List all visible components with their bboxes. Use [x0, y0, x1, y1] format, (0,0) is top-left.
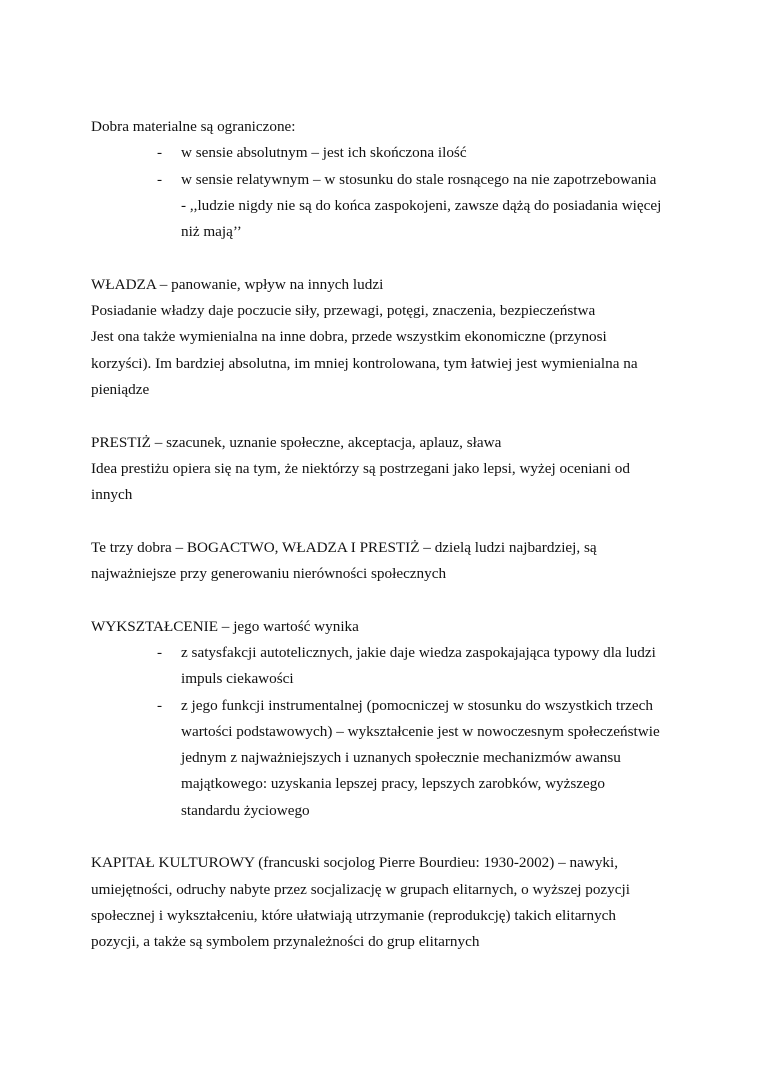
bullet-item — [91, 640, 676, 693]
paragraph-gap — [91, 508, 676, 534]
bullet-text: z jego funkcji instrumentalnej (pomocniczej w stosunku do wszystkich trzech — [181, 696, 653, 714]
bullet-dash: - — [157, 696, 163, 714]
paragraph-line: Te trzy dobra – BOGACTWO, WŁADZA I PRESTIŻ – dzielą ludzi najbardziej, są — [91, 538, 597, 556]
bullet-item — [91, 167, 676, 246]
paragraph-line: pozycji, a także są symbolem przynależności do grup elitarnych — [91, 933, 480, 951]
paragraph-line: korzyści). Im bardziej absolutna, im mniej kontrolowana, tym łatwiej jest wymienialna na — [91, 354, 638, 372]
bullet-text: - ,,ludzie nigdy nie są do końca zaspokojeni, zawsze dążą do posiadania więcej — [181, 196, 662, 214]
paragraph-gap — [91, 245, 676, 271]
paragraph-line: Idea prestiżu opiera się na tym, że niektórzy są postrzegani jako lepsi, wyżej oceniani od — [91, 459, 630, 477]
bullet-text: w sensie relatywnym – w stosunku do stale rosnącego na nie zapotrzebowania — [181, 170, 657, 188]
bullet-item — [91, 693, 676, 824]
paragraph-line: pieniądze — [91, 380, 150, 398]
paragraph-gap — [91, 403, 676, 429]
document-page — [91, 114, 676, 956]
bullet-text: impuls ciekawości — [181, 670, 294, 688]
wladza-heading: WŁADZA – panowanie, wpływ na innych ludzi — [91, 275, 384, 293]
paragraph-line: Jest ona także wymienialna na inne dobra, przede wszystkim ekonomiczne (przynosi — [91, 328, 607, 346]
paragraph-line: Posiadanie władzy daje poczucie siły, przewagi, potęgi, znaczenia, bezpieczeństwa — [91, 302, 596, 320]
paragraph-gap — [91, 587, 676, 613]
paragraph-line: umiejętności, odruchy nabyte przez socjalizację w grupach elitarnych, o wyższej pozycji — [91, 880, 630, 898]
bullet-text: jednym z najważniejszych i uznanych społecznie mechanizmów awansu — [181, 749, 621, 767]
paragraph-line: innych — [91, 486, 133, 504]
bullet-dash: - — [157, 144, 163, 162]
bullet-text: wartości podstawowych) – wykształcenie jest w nowoczesnym społeczeństwie — [181, 722, 660, 740]
intro-heading: Dobra materialne są ograniczone: — [91, 118, 296, 135]
bullet-dash: - — [157, 170, 163, 188]
paragraph-line: najważniejsze przy generowaniu nierówności społecznych — [91, 565, 447, 583]
kapital-heading: KAPITAŁ KULTUROWY (francuski socjolog Pierre Bourdieu: 1930-2002) – nawyki, — [91, 854, 619, 872]
bullet-item — [91, 140, 676, 166]
bullet-text: majątkowego: uzyskania lepszej pracy, lepszych zarobków, wyższego — [181, 775, 605, 793]
bullet-text: w sensie absolutnym – jest ich skończona ilość — [181, 144, 467, 162]
prestiz-heading: PRESTIŻ – szacunek, uznanie społeczne, akceptacja, aplauz, sława — [91, 433, 502, 451]
paragraph-line: społecznej i wykształceniu, które ułatwiają utrzymanie (reprodukcję) takich elitarnych — [91, 906, 617, 924]
bullet-text: z satysfakcji autotelicznych, jakie daje wiedza zaspokajająca typowy dla ludzi — [181, 643, 656, 661]
bullet-dash: - — [157, 643, 163, 661]
paragraph-gap — [91, 824, 676, 850]
wyksztalcenie-heading: WYKSZTAŁCENIE – jego wartość wynika — [91, 617, 359, 635]
bullet-text: standardu życiowego — [181, 801, 310, 819]
bullet-text: niż mają’’ — [181, 223, 242, 241]
